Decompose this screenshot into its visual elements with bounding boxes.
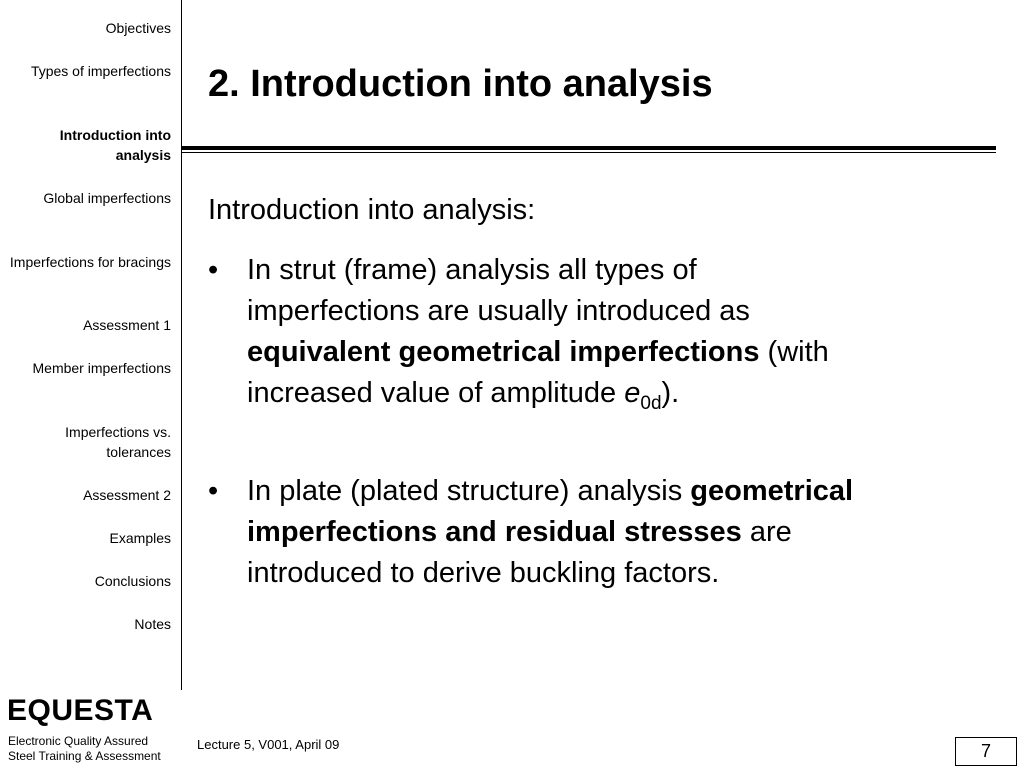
intro-heading: Introduction into analysis:	[208, 194, 536, 226]
bullet-emphasis: imperfections and residual stresses	[247, 516, 742, 548]
sidebar-item-assessment-2[interactable]: Assessment 2	[83, 487, 171, 503]
bullet-text: increased value of amplitude	[247, 377, 625, 409]
amplitude-symbol: e	[624, 377, 641, 409]
equesta-logo	[4, 694, 180, 766]
bullet-emphasis: equivalent geometrical imperfections	[247, 336, 760, 368]
sidebar-item-notes[interactable]: Notes	[134, 616, 171, 632]
title-divider	[181, 146, 996, 150]
bullet-text: imperfections are usually introduced as	[247, 295, 750, 327]
sidebar-item-objectives[interactable]: Objectives	[105, 20, 171, 36]
bullet-text: introduced to derive buckling factors.	[247, 557, 720, 589]
sidebar-item-conclusions[interactable]: Conclusions	[94, 573, 171, 589]
slide-title: 2. Introduction into analysis	[208, 63, 713, 105]
bullet-item	[247, 471, 987, 594]
logo-tagline: Electronic Quality Assured	[8, 734, 149, 748]
bullet-text: In strut (frame) analysis all types of	[247, 254, 697, 286]
bullet-marker: •	[208, 254, 219, 286]
sidebar-item-global-imperfections[interactable]: Global imperfections	[43, 190, 171, 206]
sidebar-item-types-of-imperfections[interactable]: Types of imperfections	[30, 63, 171, 79]
logo-wordmark: EQUESTA	[7, 694, 154, 727]
sidebar-item-imperfections-vs-tolerances[interactable]: Imperfections vs. tolerances	[65, 424, 171, 460]
page-number: 7	[955, 737, 1017, 766]
bullet-item	[247, 250, 987, 414]
sidebar-item-member-imperfections[interactable]: Member imperfections	[32, 360, 171, 376]
bullet-marker: •	[208, 475, 219, 507]
bullet-text: are	[741, 516, 792, 548]
bullet-emphasis: geometrical	[690, 475, 854, 507]
amplitude-subscript: 0d	[640, 392, 662, 414]
footer-lecture-info: Lecture 5, V001, April 09	[197, 737, 340, 752]
bullet-text: (with	[759, 336, 829, 368]
sidebar-item-examples[interactable]: Examples	[109, 530, 171, 546]
sidebar-item-introduction-into-analysis[interactable]: Introduction into analysis	[59, 127, 171, 163]
sidebar-item-assessment-1[interactable]: Assessment 1	[83, 317, 171, 333]
logo-tagline: Steel Training & Assessment	[8, 749, 161, 763]
sidebar-nav	[0, 0, 182, 690]
bullet-text: ).	[661, 377, 680, 409]
sidebar-item-imperfections-for-bracings[interactable]: Imperfections for bracings	[9, 254, 171, 270]
bullet-text: In plate (plated structure) analysis	[247, 475, 691, 507]
title-divider	[181, 152, 996, 153]
